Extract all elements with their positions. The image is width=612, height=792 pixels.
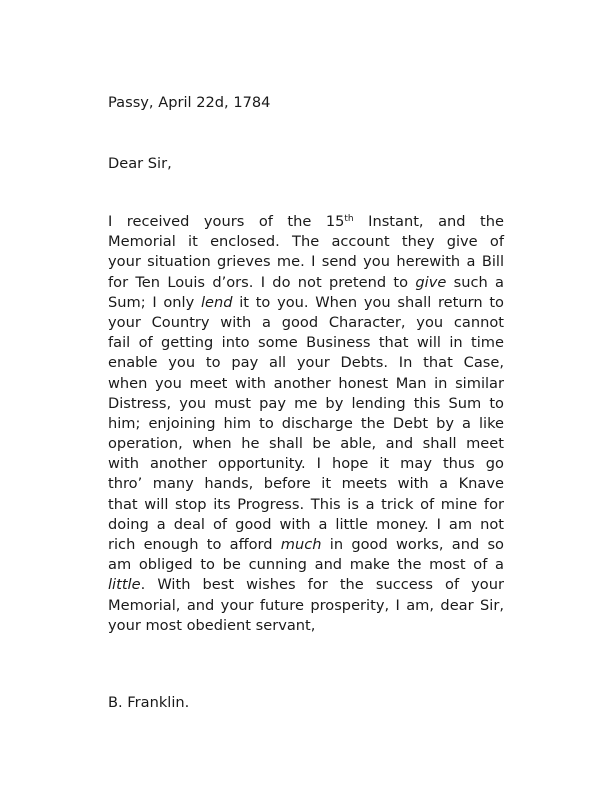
superscript-text: th <box>344 214 354 224</box>
italic-text: lend <box>200 293 233 311</box>
body-line <box>108 575 504 595</box>
text-run: for Ten Louis d’ors. I do not pretend to <box>108 273 416 291</box>
italic-text: little <box>108 576 141 594</box>
text-run: such a <box>446 273 504 291</box>
salutation: Dear Sir, <box>108 155 172 172</box>
body-line <box>108 454 504 474</box>
body-line <box>108 474 504 494</box>
italic-text: much <box>280 536 322 553</box>
text-run: fail of getting into some Business that will in time <box>108 334 504 352</box>
signature: B. Franklin. <box>108 694 190 711</box>
body-line <box>108 616 504 636</box>
text-run: am obliged to be cunning and make the most of a <box>108 556 504 574</box>
italic-text: give <box>415 273 447 291</box>
letter-body <box>108 212 504 636</box>
body-line <box>108 212 504 232</box>
body-line <box>108 252 504 272</box>
text-run: your situation grieves me. I send you herewith a Bill <box>108 253 504 271</box>
text-run: . With best wishes for the success of your <box>140 576 504 594</box>
text-run: enable you to pay all your Debts. In that Case, <box>108 354 504 372</box>
text-run: doing a deal of good with a little money. I am not <box>108 515 504 533</box>
body-line <box>108 515 504 535</box>
body-line <box>108 353 504 373</box>
text-run: it to you. When you shall return to <box>232 293 504 311</box>
body-line <box>108 535 504 555</box>
body-line <box>108 555 504 575</box>
text-run: with another opportunity. I hope it may thus go <box>108 455 504 473</box>
text-run: when you meet with another honest Man in similar <box>108 374 504 392</box>
body-line <box>108 434 504 454</box>
text-run: I received yours of the 15 <box>108 213 345 230</box>
text-run: that will stop its Progress. This is a trick of mine for <box>108 495 504 513</box>
text-run: rich enough to afford <box>108 536 281 553</box>
text-run: operation, when he shall be able, and shall meet <box>108 435 504 453</box>
text-run: Memorial, and your future prosperity, I am, dear Sir, <box>108 596 504 614</box>
body-line <box>108 333 504 353</box>
body-line <box>108 495 504 515</box>
text-run: your most obedient servant, <box>108 616 316 634</box>
text-run: your Country with a good Character, you cannot <box>108 313 504 331</box>
body-line <box>108 596 504 616</box>
body-line <box>108 313 504 333</box>
text-run: Distress, you must pay me by lending this Sum to <box>108 394 504 412</box>
body-line <box>108 293 504 313</box>
text-run: Instant, and the <box>353 213 504 230</box>
text-run: thro’ many hands, before it meets with a Knave <box>108 475 504 493</box>
body-line <box>108 232 504 252</box>
text-run: in good works, and so <box>321 536 504 553</box>
dateline: Passy, April 22d, 1784 <box>108 94 271 111</box>
text-run: Memorial it enclosed. The account they give of <box>108 233 504 251</box>
text-run: him; enjoining him to discharge the Debt by a like <box>108 414 504 432</box>
body-line <box>108 273 504 293</box>
body-line <box>108 394 504 414</box>
text-run: Sum; I only <box>108 293 201 311</box>
body-line <box>108 414 504 434</box>
body-line <box>108 374 504 394</box>
